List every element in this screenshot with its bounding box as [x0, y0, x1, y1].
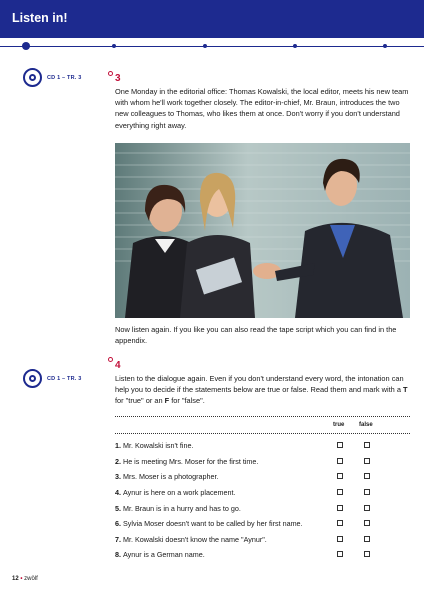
exercise-bullet-icon	[108, 357, 113, 362]
exercise-number: 3	[115, 73, 121, 84]
exercise-bullet-icon	[108, 71, 113, 76]
false-checkbox[interactable]	[364, 520, 370, 526]
statement-row: 7. Mr. Kowalski doesn't know the name "Aynur".	[115, 535, 410, 550]
page-number: 12	[12, 576, 19, 582]
exercise-instructions: Listen to the dialogue again. Even if you don't understand every word, the intonation can help you to decide if the statements below are true or false. Read them and mark with a T for "true" or an F for "false".	[115, 374, 408, 406]
true-checkbox[interactable]	[337, 458, 343, 464]
page-footer	[12, 576, 38, 582]
statement-row: 2. He is meeting Mrs. Moser for the first time.	[115, 457, 410, 472]
true-checkbox[interactable]	[337, 520, 343, 526]
true-checkbox[interactable]	[337, 473, 343, 479]
false-checkbox[interactable]	[364, 551, 370, 557]
statement-row: 1. Mr. Kowalski isn't fine.	[115, 441, 410, 456]
table-divider	[115, 433, 410, 434]
cd-track-label: CD 1 – TR. 3	[47, 375, 82, 382]
statement-row: 6. Sylvia Moser doesn't want to be called by her first name.	[115, 519, 410, 534]
column-header-true: true	[333, 422, 345, 428]
false-checkbox[interactable]	[364, 489, 370, 495]
false-checkbox[interactable]	[364, 458, 370, 464]
cd-icon	[23, 369, 42, 388]
true-checkbox[interactable]	[337, 536, 343, 542]
business-meeting-photo	[115, 143, 410, 318]
true-checkbox[interactable]	[337, 505, 343, 511]
statement-row: 4. Aynur is here on a work placement.	[115, 488, 410, 503]
exercise-number: 4	[115, 360, 121, 371]
table-divider	[115, 416, 410, 417]
header-rule	[0, 46, 424, 47]
rule-dot	[112, 44, 116, 48]
statement-row: 5. Mr. Braun is in a hurry and has to go.	[115, 504, 410, 519]
statement-row: 8. Aynur is a German name.	[115, 550, 410, 565]
true-checkbox[interactable]	[337, 442, 343, 448]
rule-dot	[293, 44, 297, 48]
false-checkbox[interactable]	[364, 442, 370, 448]
rule-dot	[203, 44, 207, 48]
rule-dot	[383, 44, 387, 48]
false-checkbox[interactable]	[364, 473, 370, 479]
page-number-word: zwölf	[24, 576, 38, 582]
cd-track-label: CD 1 – TR. 3	[47, 74, 82, 81]
cd-track-marker[interactable]	[23, 369, 82, 388]
footer-separator: •	[20, 576, 23, 582]
false-checkbox[interactable]	[364, 536, 370, 542]
exercise-intro-text: One Monday in the editorial office: Thomas Kowalski, the local editor, meets his new team with whom he'll work together closely. The editor-in-chief, Mr. Braun, introduces the two new colleagues to Thomas, who likes them at once. Don't worry if you don't understand everything right away.	[115, 87, 409, 130]
cd-icon	[23, 68, 42, 87]
listen-again-text: Now listen again. If you like you can also read the tape script which you can find in the appendix.	[115, 325, 397, 346]
false-checkbox[interactable]	[364, 505, 370, 511]
chapter-header	[0, 0, 424, 38]
chapter-title: Listen in!	[12, 11, 68, 25]
true-checkbox[interactable]	[337, 551, 343, 557]
cd-track-marker[interactable]	[23, 68, 82, 87]
column-header-false: false	[359, 422, 373, 428]
statement-row: 3. Mrs. Moser is a photographer.	[115, 472, 410, 487]
rule-dot-large	[22, 42, 30, 50]
true-checkbox[interactable]	[337, 489, 343, 495]
